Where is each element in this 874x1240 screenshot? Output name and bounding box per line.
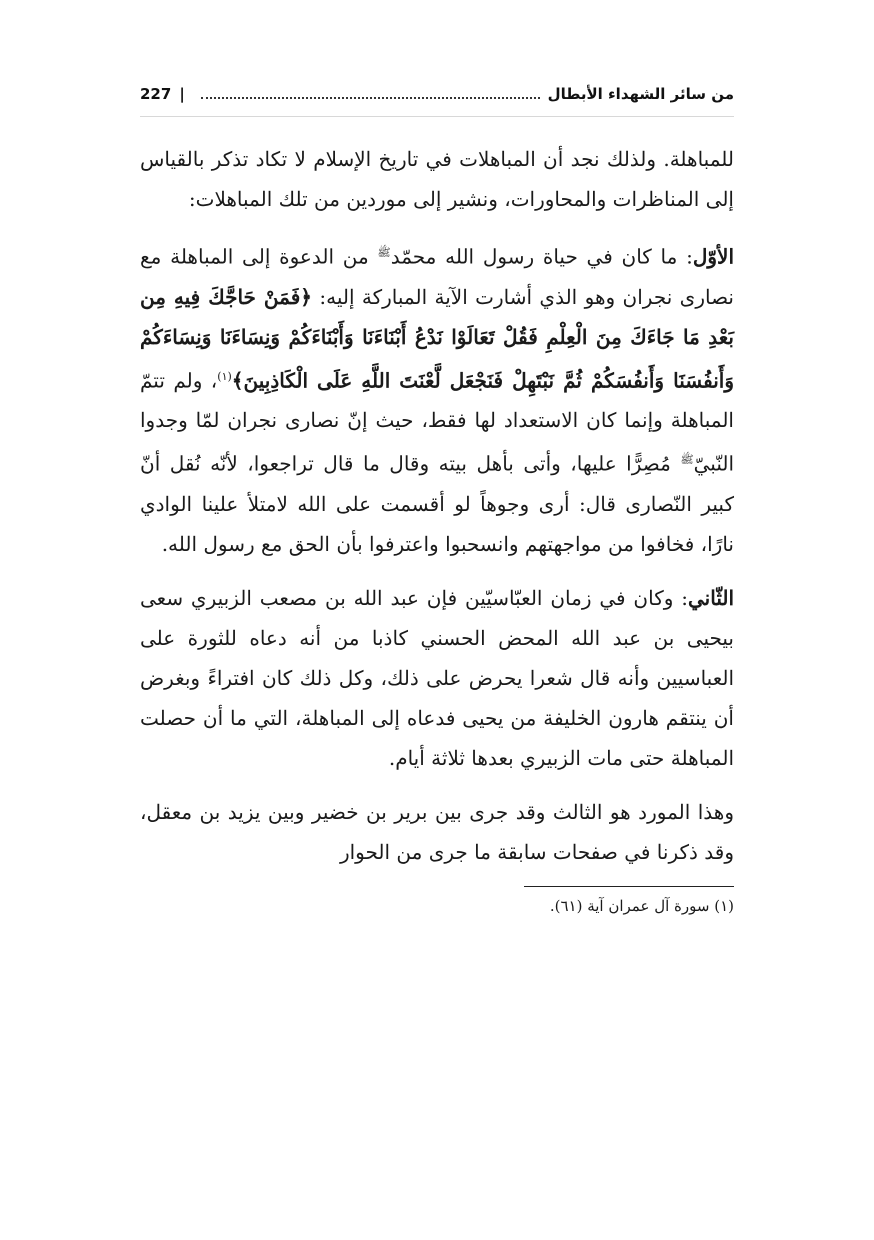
quran-verse: ﴿فَمَنْ حَاجَّكَ فِيهِ مِن بَعْدِ مَا جَاءَكَ مِنَ الْعِلْمِ فَقُلْ تَعَالَوْا نَدْعُ أَبْنَاءَنَا وَأَبْنَاءَكُمْ وَنِسَاءَنَا وَنِسَاءَكُمْ وَأَنفُسَنَا وَأَنفُسَكُمْ ثُمَّ نَبْتَهِلْ فَنَجْعَل لَّعْنَتَ اللَّهِ عَلَى الْكَاذِبِينَ﴾ <box>140 284 734 393</box>
header-separator: | <box>179 85 185 103</box>
paragraph-first-example <box>140 233 734 564</box>
first-example-text-c: ، ولم تتمّ المباهلة وإنما كان الاستعداد لها فقط، حيث إنّ نصارى نجران لمّا وجدوا النّبيّ <box>140 368 734 476</box>
page-number: 227 <box>140 85 172 103</box>
footnote-1 <box>140 893 734 919</box>
first-example-text-b: من الدعوة إلى المباهلة مع نصارى نجران وهو الذي أشارت الآية المباركة إليه: <box>140 244 734 309</box>
honorific-glyph-2: ﷺ <box>680 453 694 467</box>
paragraph-intro-text: للمباهلة. ولذلك نجد أن المباهلات في تاريخ الإسلام لا تكاد تذكر بالقياس إلى المناظرات والمحاورات، ونشير إلى موردين من تلك المباهلات: <box>140 147 734 211</box>
leader-dots <box>201 97 540 99</box>
honorific-glyph: ﷺ <box>377 246 391 259</box>
book-page <box>140 72 734 1172</box>
paragraph-third-example <box>140 792 734 872</box>
first-example-label: الأوّل <box>692 244 734 269</box>
running-header <box>140 72 734 117</box>
footnote-divider <box>524 886 734 887</box>
paragraph-second-example <box>140 578 734 778</box>
second-example-label: الثّاني <box>687 585 734 610</box>
paragraph-intro <box>140 139 734 219</box>
chapter-title: من سائر الشهداء الأبطال <box>547 85 734 103</box>
footnote-1-text: (١) سورة آل عمران آية (٦١). <box>549 896 734 915</box>
first-example-text-d: مُصِرًّا عليها، وأتى بأهل بيته وقال ما قال تراجعوا، لأنّه نُقل أنّ كبير النّصارى قال: أرى وجوهاً لو أقسمت على الله لامتلأ علينا الوادي نارًا، فخافوا من مواجهتهم وانسحبوا واعترفوا بأن الحق مع رسول الله. <box>140 451 734 556</box>
first-example-text-a: : ما كان في حياة رسول الله محمّد <box>390 244 693 269</box>
footnote-ref[interactable]: (١) <box>217 369 232 383</box>
second-example-text: : وكان في زمان العبّاسيّين فإن عبد الله بن مصعب الزبيري سعى بيحيى بن عبد الله المحض الحسني كاذبا من أنه دعاه للثورة على العباسيين وأنه قال شعرا يحرض على ذلك، وكل ذلك كان افتراءً وبغرض أن ينتقم هارون الخليفة من يحيى فدعاه إلى المباهلة، التي ما أن حصلت المباهلة حتى مات الزبيري بعدها ثلاثة أيام. <box>140 585 734 770</box>
third-example-text: وهذا المورد هو الثالث وقد جرى بين برير بن خضير وبين يزيد بن معقل، وقد ذكرنا في صفحات سابقة ما جرى من الحوار <box>140 799 734 864</box>
body-text <box>140 139 734 872</box>
